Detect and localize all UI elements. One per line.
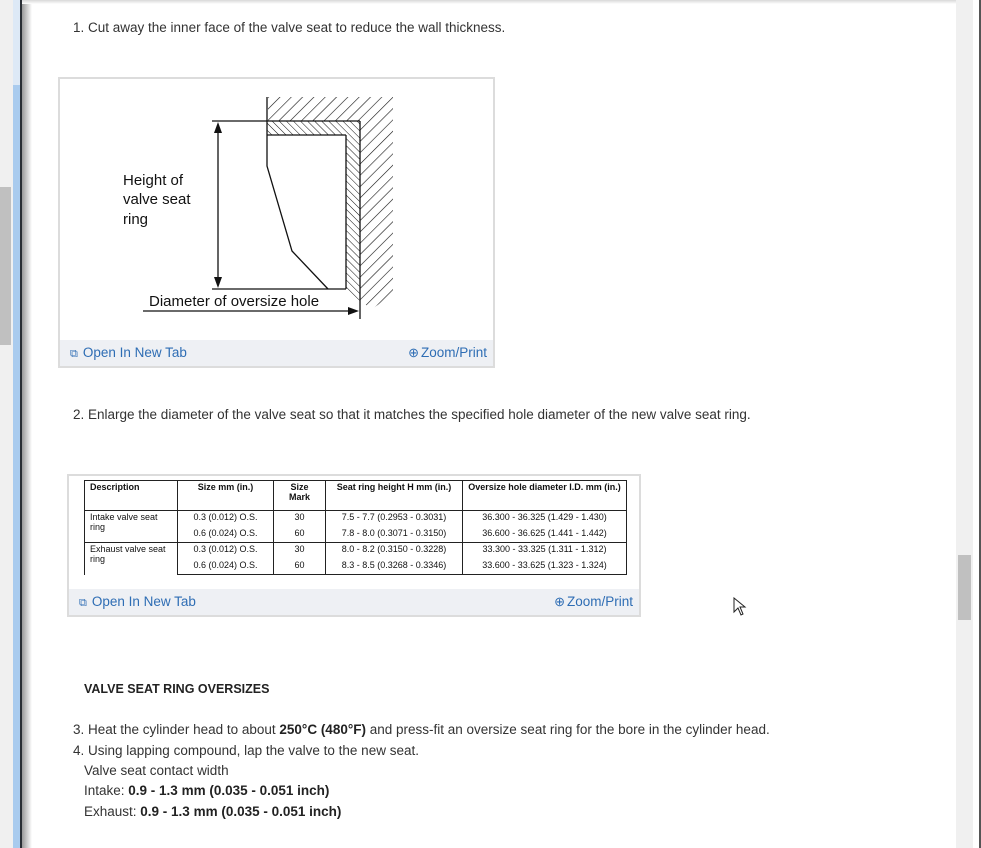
top-shadow [22, 0, 956, 4]
shadow [22, 0, 32, 848]
scrollbar-thumb[interactable] [958, 555, 971, 620]
cell: Intake valve seat ring [85, 511, 178, 543]
col-header: Oversize hole diameter I.D. mm (in.) [463, 481, 627, 511]
label-diameter: Diameter of oversize hole [149, 293, 320, 310]
cell: 60 [274, 527, 326, 543]
step-2: 2. Enlarge the diameter of the valve seat so that it matches the specified hole diameter of the new valve seat ring. [73, 407, 751, 422]
cell: 30 [274, 543, 326, 559]
cell: 8.0 - 8.2 (0.3150 - 0.3228) [326, 543, 463, 559]
text: Exhaust: [84, 804, 141, 819]
table-row [85, 543, 627, 559]
link-label: Open In New Tab [82, 345, 187, 360]
section-heading: VALVE SEAT RING OVERSIZES [84, 682, 270, 696]
col-header: Seat ring height H mm (in.) [326, 481, 463, 511]
step-4: 4. Using lapping compound, lap the valve to the new seat. [73, 743, 419, 758]
cell: 0.6 (0.024) O.S. [178, 527, 274, 543]
cell: 0.3 (0.012) O.S. [178, 543, 274, 559]
link-label: Open In New Tab [91, 594, 196, 609]
cell: 33.600 - 33.625 (1.323 - 1.324) [463, 559, 627, 575]
col-header: Size mm (in.) [178, 481, 274, 511]
text: and press-fit an oversize seat ring for the bore in the cylinder head. [365, 722, 770, 737]
link-label: Zoom/Print [566, 594, 633, 609]
cell: 33.300 - 33.325 (1.311 - 1.312) [463, 543, 627, 559]
open-in-new-tab-link[interactable] [79, 594, 196, 610]
cell: 7.5 - 7.7 (0.2953 - 0.3031) [326, 511, 463, 527]
value: 0.9 - 1.3 mm (0.035 - 0.051 inch) [128, 783, 330, 798]
scrollbar-track[interactable] [956, 0, 973, 848]
open-in-new-tab-link[interactable] [70, 345, 187, 361]
figure-diagram [58, 77, 495, 368]
zoom-print-link[interactable] [554, 594, 633, 610]
label-height: valve seat [123, 191, 191, 208]
cell: 36.600 - 36.625 (1.441 - 1.442) [463, 527, 627, 543]
cell: 0.3 (0.012) O.S. [178, 511, 274, 527]
table-row [85, 511, 627, 527]
text: 3. Heat the cylinder head to about [73, 722, 280, 737]
valve-seat-diagram [60, 79, 493, 339]
cell: 60 [274, 559, 326, 575]
figure-table [67, 474, 641, 617]
value: 0.9 - 1.3 mm (0.035 - 0.051 inch) [140, 804, 342, 819]
cell: Exhaust valve seat ring [85, 543, 178, 575]
label-height: Height of [123, 172, 184, 189]
exhaust-spec [84, 804, 341, 819]
cell: 30 [274, 511, 326, 527]
link-label: Zoom/Print [420, 345, 487, 360]
cell: 8.3 - 8.5 (0.3268 - 0.3346) [326, 559, 463, 575]
zoom-print-link[interactable] [408, 345, 487, 361]
left-scrollbar-thumb[interactable] [0, 187, 11, 345]
open-tab-icon: ⧉ [70, 348, 78, 360]
figure-footer [60, 340, 493, 366]
cell: 36.300 - 36.325 (1.429 - 1.430) [463, 511, 627, 527]
intake-spec [84, 783, 329, 798]
open-tab-icon: ⧉ [79, 597, 87, 609]
col-header: Size Mark [274, 481, 326, 511]
window-border [13, 0, 20, 848]
oversize-table [84, 480, 627, 575]
label-height: ring [123, 211, 149, 228]
zoom-in-icon: ⊕ [554, 594, 565, 609]
contact-width-label: Valve seat contact width [84, 763, 229, 778]
zoom-in-icon: ⊕ [408, 345, 419, 360]
step-1: 1. Cut away the inner face of the valve seat to reduce the wall thickness. [73, 20, 506, 35]
figure-footer [69, 589, 639, 615]
left-pane-scrollbar-track [0, 0, 13, 848]
cell: 0.6 (0.024) O.S. [178, 559, 274, 575]
cell: 7.8 - 8.0 (0.3071 - 0.3150) [326, 527, 463, 543]
text: Intake: [84, 783, 129, 798]
col-header: Description [85, 481, 178, 511]
mouse-cursor-icon [733, 597, 747, 617]
temperature: 250°C (480°F) [279, 722, 366, 737]
step-3 [73, 722, 770, 737]
